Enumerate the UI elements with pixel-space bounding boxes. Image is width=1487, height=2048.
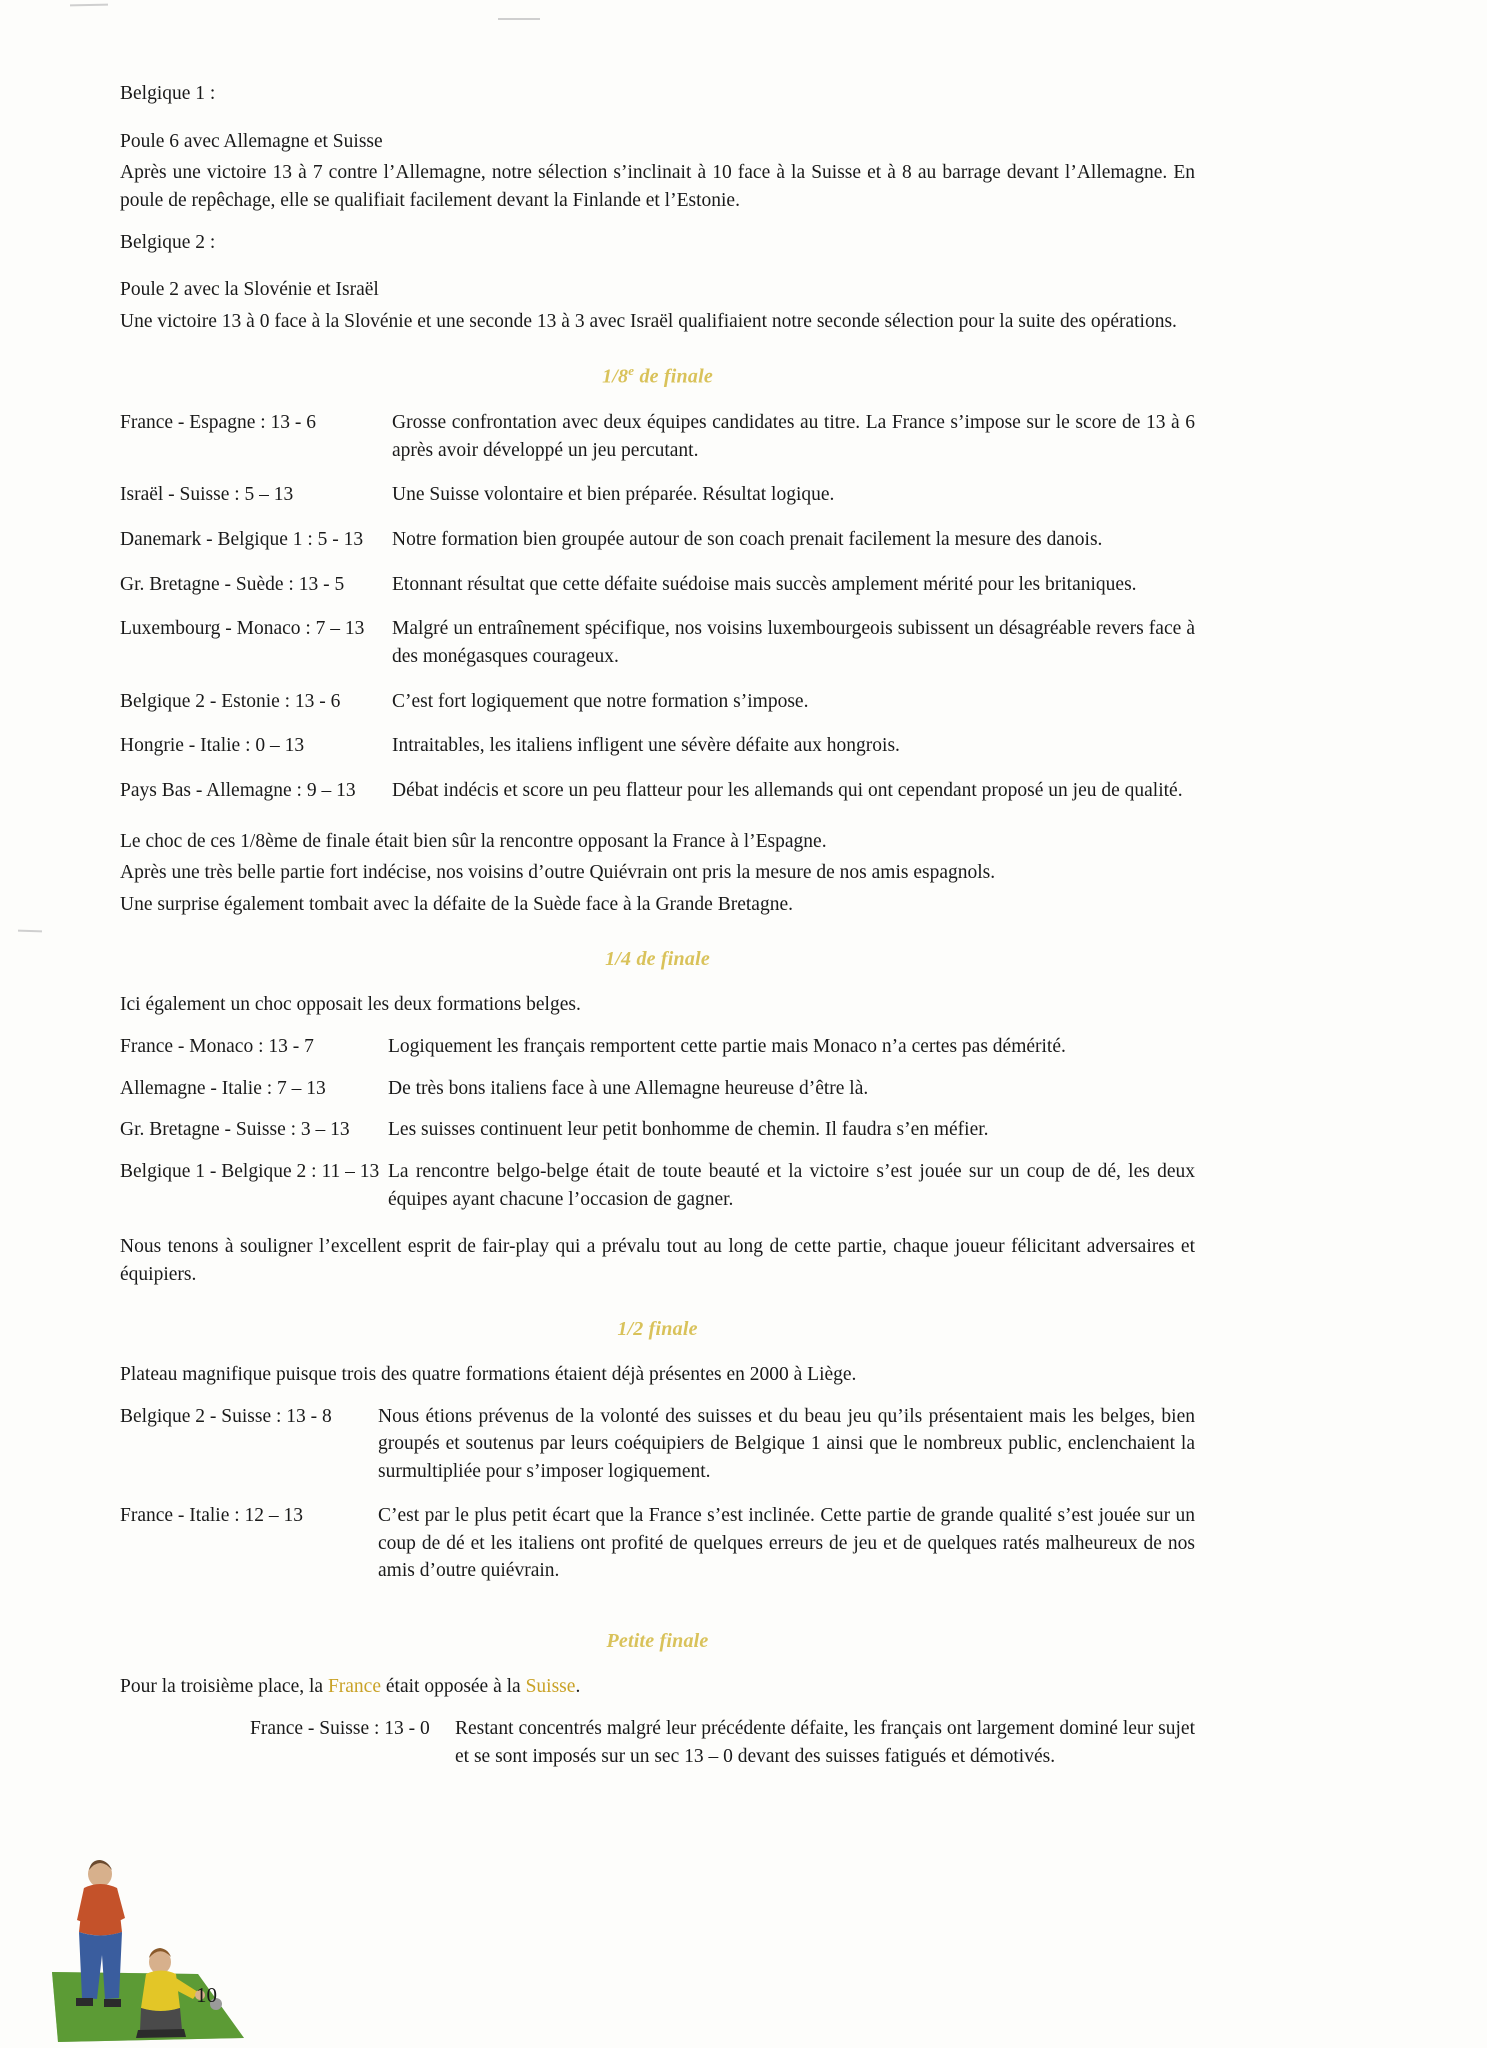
petite-lead-middle: était opposée à la [381,1676,526,1698]
match-table-huitieme [120,409,1195,822]
belgique1-poule: Poule 6 avec Allemagne et Suisse [120,130,383,152]
match-score: France - Monaco : 13 - 7 [120,1035,314,1057]
section-title-huitieme-rest: de finale [634,365,713,388]
table-row [120,1075,1195,1117]
match-comment: Nous étions prévenus de la volonté des suisses et du beau jeu qu’ils présentaient mais les belges, bien groupés et soutenus par leurs coéquipiers de Belgique 1 ainsi que le nombreux public, enclenchaient la surmultipliée pour s’imposer logiquement. [378,1405,1195,1483]
match-comment: Intraitables, les italiens infligent une sévère défaite aux hongrois. [392,735,900,757]
section-title-demi: 1/2 finale [617,1317,698,1340]
petite-lead-suisse: Suisse [525,1676,576,1698]
section-title-huitieme-main: 1/8 [602,365,629,388]
match-score: Gr. Bretagne - Suisse : 3 – 13 [120,1119,350,1141]
quart-summary: Nous tenons à souligner l’excellent esprit de fair-play qui a prévalu tout au long de cette partie, chaque joueur félicitant adversaires et équipiers. [120,1236,1195,1285]
quart-lead: Ici également un choc opposait les deux formations belges. [120,994,581,1016]
huitieme-summary-line: Le choc de ces 1/8ème de finale était bien sûr la rencontre opposant la France à l’Espagne. [120,830,827,852]
match-comment: De très bons italiens face à une Allemagne heureuse d’être là. [388,1077,869,1099]
match-score: France - Espagne : 13 - 6 [120,411,317,433]
petite-lead-after: . [575,1676,581,1698]
belgique2-heading: Belgique 2 : [120,231,216,253]
table-row [120,1033,1195,1075]
match-table-demi [120,1403,1195,1601]
match-table-quart [120,1033,1195,1227]
table-row [120,409,1195,481]
match-score: Belgique 1 - Belgique 2 : 11 – 13 [120,1160,380,1182]
match-comment: Restant concentrés malgré leur précédente défaite, les français ont largement dominé leur sujet et se sont imposés sur un sec 13 – 0 devant des suisses fatigués et démotivés. [455,1717,1195,1767]
table-row [120,777,1195,822]
match-comment: Malgré un entraînement spécifique, nos voisins luxembourgeois subissent un désagréable revers face à des monégasques courageux. [392,618,1195,667]
section-title-petite: Petite finale [606,1629,709,1652]
match-score: France - Italie : 12 – 13 [120,1504,304,1526]
table-row [120,688,1195,733]
match-score: Danemark - Belgique 1 : 5 - 13 [120,528,364,550]
table-row [120,732,1195,777]
page-number: 10 [196,1983,217,2007]
match-score: Belgique 2 - Suisse : 13 - 8 [120,1405,332,1427]
section-title-huitieme-sup: e [628,362,635,378]
match-comment: Notre formation bien groupée autour de son coach prenait facilement la mesure des danois. [392,528,1103,550]
table-row [120,526,1195,571]
match-comment: Une Suisse volontaire et bien préparée. Résultat logique. [392,484,835,506]
match-score: Allemagne - Italie : 7 – 13 [120,1077,326,1099]
table-row [120,1403,1195,1502]
match-score: Luxembourg - Monaco : 7 – 13 [120,618,365,640]
match-table-petite [250,1715,1195,1787]
match-score: France - Suisse : 13 - 0 [250,1717,430,1739]
huitieme-summary [120,828,1195,919]
scan-artifact [18,930,42,933]
belgique1-heading: Belgique 1 : [120,83,216,104]
match-comment: La rencontre belgo-belge était de toute beauté et la victoire s’est jouée sur un coup de dé, les deux équipes ayant chacune l’occasion de gagner. [388,1160,1195,1210]
match-score: Israël - Suisse : 5 – 13 [120,484,294,506]
scan-artifact [70,4,108,7]
petite-lead-france: France [327,1676,381,1698]
match-comment: Grosse confrontation avec deux équipes candidates au titre. La France s’impose sur le score de 13 à 6 après avoir développé un jeu percutant. [392,411,1195,461]
petite-lead-before: Pour la troisième place, la [120,1676,328,1698]
table-row [120,1158,1195,1227]
belgique2-text: Une victoire 13 à 0 face à la Slovénie et une seconde 13 à 3 avec Israël qualifiaient notre seconde sélection pour la suite des opérations. [120,311,1177,333]
match-comment: Les suisses continuent leur petit bonhomme de chemin. Il faudra s’en méfier. [388,1119,989,1141]
match-comment: C’est par le plus petit écart que la France s’est inclinée. Cette partie de grande qualité s’est jouée sur un coup de dé et les italiens ont profité de quelques erreurs de jeu et de quelques ratés malheureux de nos amis d’outre quiévrain. [378,1504,1195,1582]
petanque-players-illustration [48,1852,268,2048]
huitieme-summary-line: Après une très belle partie fort indécise, nos voisins d’outre Quiévrain ont pris la mesure de nos amis espagnols. [120,862,996,884]
belgique2-poule: Poule 2 avec la Slovénie et Israël [120,279,379,301]
match-comment: Débat indécis et score un peu flatteur pour les allemands qui ont cependant proposé un jeu de qualité. [392,780,1183,802]
table-row [250,1715,1195,1787]
match-score: Pays Bas - Allemagne : 9 – 13 [120,780,356,802]
match-comment: Etonnant résultat que cette défaite suédoise mais succès amplement mérité pour les britaniques. [392,573,1137,595]
table-row [120,481,1195,526]
section-title-quart: 1/4 de finale [605,947,710,970]
match-comment: Logiquement les français remportent cette partie mais Monaco n’a certes pas démérité. [388,1035,1066,1057]
demi-lead: Plateau magnifique puisque trois des quatre formations étaient déjà présentes en 2000 à Liège. [120,1364,857,1386]
table-row [120,1116,1195,1158]
table-row [120,1502,1195,1601]
match-score: Gr. Bretagne - Suède : 13 - 5 [120,573,345,595]
scan-artifact [498,18,540,20]
match-comment: C’est fort logiquement que notre formation s’impose. [392,690,809,712]
table-row [120,571,1195,616]
belgique1-text: Après une victoire 13 à 7 contre l’Allemagne, notre sélection s’inclinait à 10 face à la Suisse et à 8 au barrage devant l’Allemagne. En poule de repêchage, elle se qualifiait facilement devant la Finlande et l’Estonie. [120,162,1195,212]
match-score: Belgique 2 - Estonie : 13 - 6 [120,690,341,712]
table-row [120,615,1195,687]
match-score: Hongrie - Italie : 0 – 13 [120,735,305,757]
petite-lead [120,1673,1195,1701]
document-content [120,80,1195,1793]
section-title-huitieme [120,362,1195,391]
huitieme-summary-line: Une surprise également tombait avec la défaite de la Suède face à la Grande Bretagne. [120,894,793,916]
